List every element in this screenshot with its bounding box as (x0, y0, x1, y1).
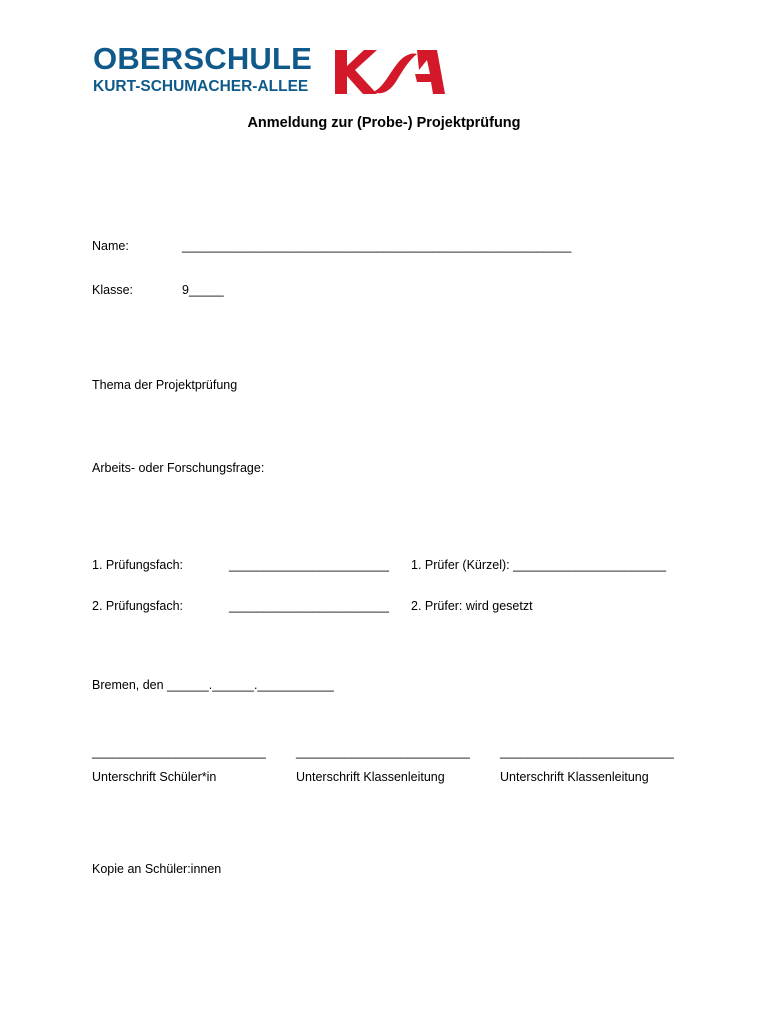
signature-line: _________________________ (500, 745, 674, 759)
pruefer2-label: 2. Prüfer: wird gesetzt (411, 599, 533, 613)
klasse-label: Klasse: (92, 283, 133, 297)
ksa-logo-icon (333, 44, 451, 98)
fach1-line: _______________________ (229, 558, 389, 572)
copy-note: Kopie an Schüler:innen (92, 862, 222, 876)
document-title: Anmeldung zur (Probe-) Projektprüfung (247, 115, 521, 131)
fach1-label: 1. Prüfungsfach: (92, 558, 184, 572)
signature-label-schueler: Unterschrift Schüler*in (92, 770, 217, 784)
pruefer1-label: 1. Prüfer (Kürzel): ______________________ (411, 558, 667, 572)
signature-line: _________________________ (296, 745, 470, 759)
name-label: Name: (92, 239, 129, 253)
klasse-value: 9_____ (182, 283, 224, 297)
thema-label: Thema der Projektprüfung (92, 378, 238, 392)
fach2-label: 2. Prüfungsfach: (92, 599, 184, 613)
name-line: ________________________________________________________ (182, 239, 572, 253)
signature-label-klassenleitung: Unterschrift Klassenleitung (296, 770, 445, 784)
ort-datum-line: Bremen, den ______.______.___________ (92, 678, 334, 692)
frage-label: Arbeits- oder Forschungsfrage: (92, 461, 265, 475)
signature-line: _________________________ (92, 745, 266, 759)
signature-label-klassenleitung: Unterschrift Klassenleitung (500, 770, 649, 784)
school-name: OBERSCHULE (93, 41, 313, 76)
school-street: KURT-SCHUMACHER-ALLEE (93, 78, 309, 95)
fach2-line: _______________________ (229, 599, 389, 613)
